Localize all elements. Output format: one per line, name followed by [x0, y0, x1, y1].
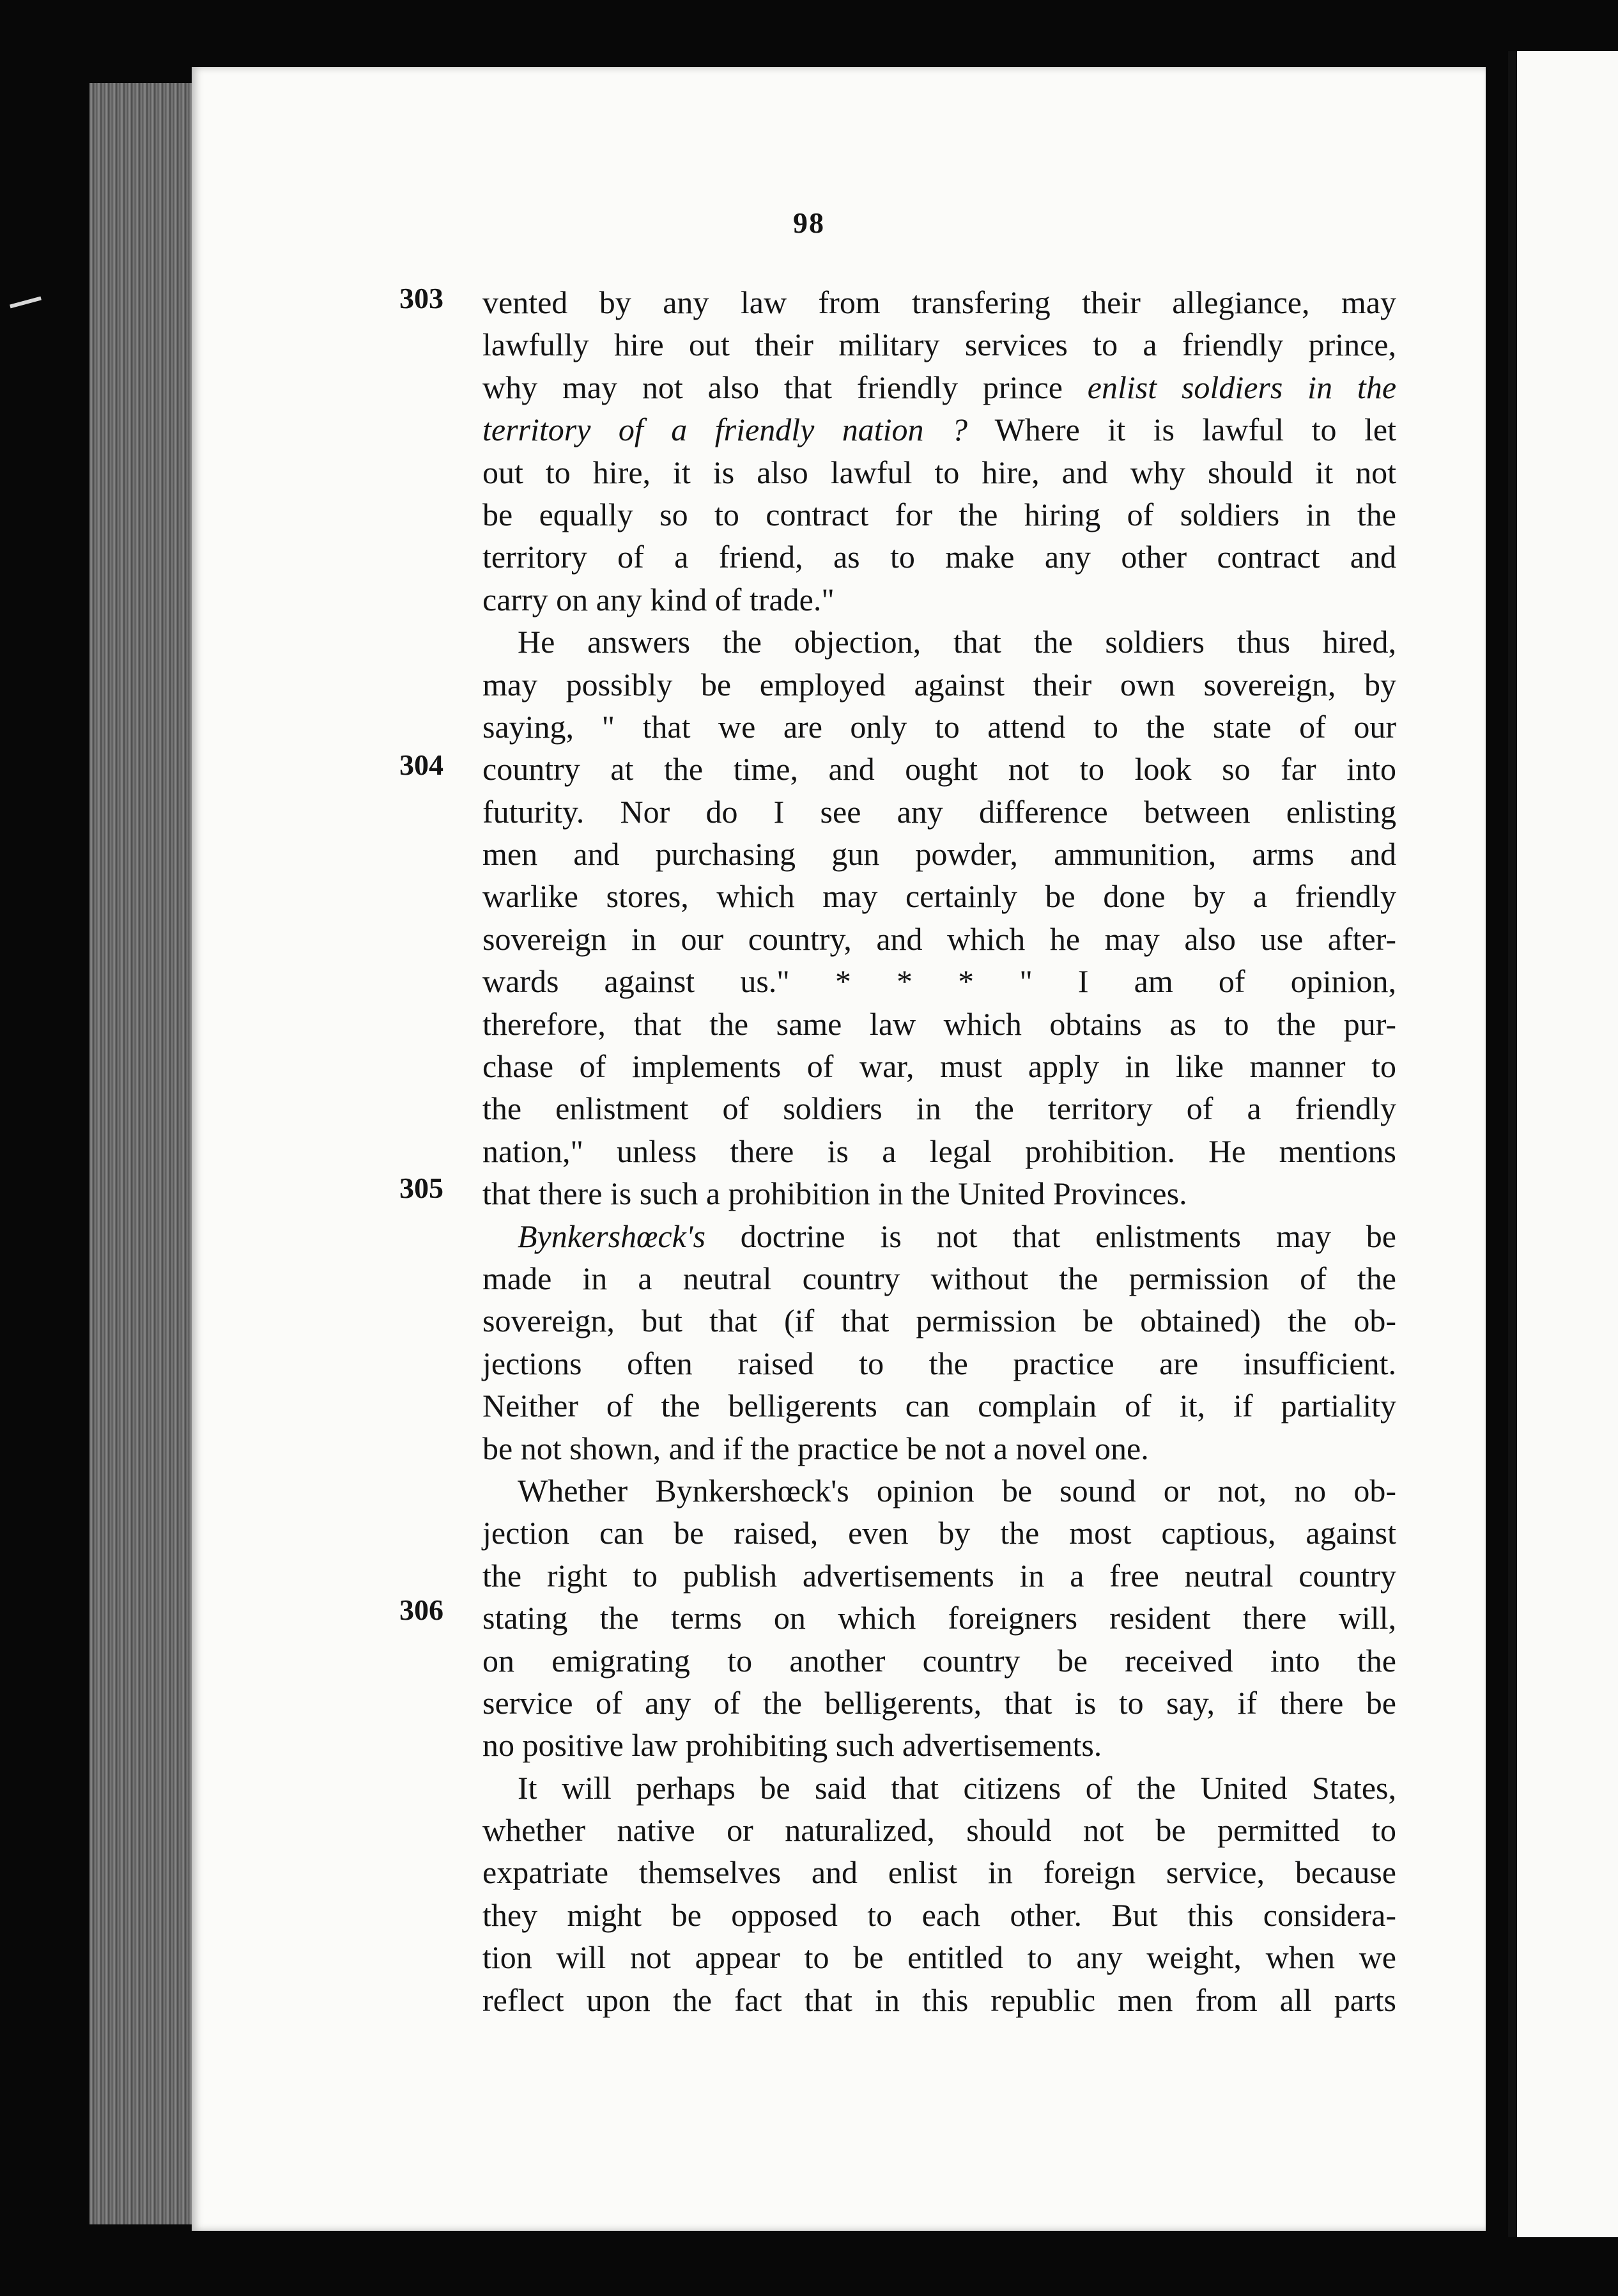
text-line: no positive law prohibiting such advertisements. — [482, 1727, 1102, 1764]
text-line: warlike stores, which may certainly be done by a friendly — [482, 878, 1396, 915]
text-line: expatriate themselves and enlist in foreign service, because — [482, 1854, 1396, 1891]
text-line: whether native or naturalized, should not be permitted to — [482, 1812, 1396, 1849]
paragraph — [482, 621, 1396, 1214]
text-line: be not shown, and if the practice be not a novel one. — [482, 1430, 1149, 1466]
text-run: Where it is lawful to let — [994, 412, 1396, 448]
italic-run: territory of a friendly nation ? — [482, 412, 968, 448]
text-run: doctrine is not that enlistments may be — [740, 1218, 1396, 1254]
text-line: men and purchasing gun powder, ammunition, arms and — [482, 836, 1396, 873]
paragraph — [482, 1470, 1396, 1767]
italic-run: Bynkershœck's — [518, 1218, 705, 1254]
text-line: therefore, that the same law which obtains as to the pur- — [482, 1005, 1396, 1042]
text-line: jections often raised to the practice are insufficient. — [482, 1345, 1396, 1381]
paragraph — [482, 1215, 1396, 1470]
text-line: sovereign, but that (if that permission be obtained) the ob- — [482, 1303, 1396, 1339]
text-line: It will perhaps be said that citizens of the United States, — [518, 1769, 1396, 1806]
italic-run: enlist soldiers in the — [1087, 369, 1397, 405]
text-line: stating the terms on which foreigners resident there will, — [482, 1600, 1396, 1636]
text-line: the enlistment of soldiers in the territory of a friendly — [482, 1090, 1396, 1127]
text-line: reflect upon the fact that in this republic men from all parts — [482, 1982, 1396, 2018]
text-line — [482, 366, 1396, 408]
paragraph — [482, 281, 1396, 621]
text-line: futurity. Nor do I see any difference between enlisting — [482, 793, 1396, 830]
text-line: saying, " that we are only to attend to the state of our — [482, 708, 1396, 745]
text-line: made in a neutral country without the permission of the — [482, 1260, 1396, 1296]
text-line: wards against us." * * * " I am of opinion, — [482, 963, 1396, 1000]
text-line: out to hire, it is also lawful to hire, and why should it not — [482, 454, 1396, 490]
margin-number: 305 — [399, 1172, 443, 1204]
body-text — [482, 281, 1396, 2021]
text-line: may possibly be employed against their own sovereign, by — [482, 666, 1396, 702]
text-line: He answers the objection, that the soldiers thus hired, — [518, 624, 1396, 660]
text-line: service of any of the belligerents, that is to say, if there be — [482, 1684, 1396, 1721]
text-line: Whether Bynkershœck's opinion be sound or not, no ob- — [518, 1472, 1396, 1509]
text-line: chase of implements of war, must apply in like manner to — [482, 1048, 1396, 1085]
page-number: 98 — [793, 206, 825, 239]
text-line: nation," unless there is a legal prohibition. He mentions — [482, 1133, 1396, 1169]
text-line — [482, 1215, 1396, 1257]
text-run: why may not also that friendly prince — [482, 369, 1063, 405]
text-line: lawfully hire out their military services to a friendly prince, — [482, 327, 1396, 363]
text-line: be equally so to contract for the hiring of soldiers in the — [482, 496, 1396, 532]
text-line: the right to publish advertisements in a free neutral country — [482, 1557, 1396, 1594]
text-line: sovereign in our country, and which he may also use after- — [482, 920, 1396, 957]
text-line: on emigrating to another country be received into the — [482, 1642, 1396, 1679]
text-line — [482, 408, 1396, 451]
text-line: they might be opposed to each other. But this considera- — [482, 1897, 1396, 1933]
facing-page-edge — [1508, 51, 1618, 2237]
text-line: territory of a friend, as to make any other contract and — [482, 539, 1396, 575]
text-line: carry on any kind of trade." — [482, 581, 835, 617]
text-line: that there is such a prohibition in the United Provinces. — [482, 1175, 1187, 1212]
text-line: tion will not appear to be entitled to any weight, when we — [482, 1939, 1396, 1976]
text-line: country at the time, and ought not to look so far into — [482, 751, 1396, 787]
paragraph — [482, 1767, 1396, 2021]
margin-number: 304 — [399, 749, 443, 781]
margin-number: 306 — [399, 1594, 443, 1626]
margin-number: 303 — [399, 282, 443, 314]
text-line: Neither of the belligerents can complain of it, if partiality — [482, 1388, 1396, 1424]
text-line: jection can be raised, even by the most captious, against — [482, 1515, 1396, 1551]
text-line: vented by any law from transfering their allegiance, may — [482, 284, 1396, 320]
